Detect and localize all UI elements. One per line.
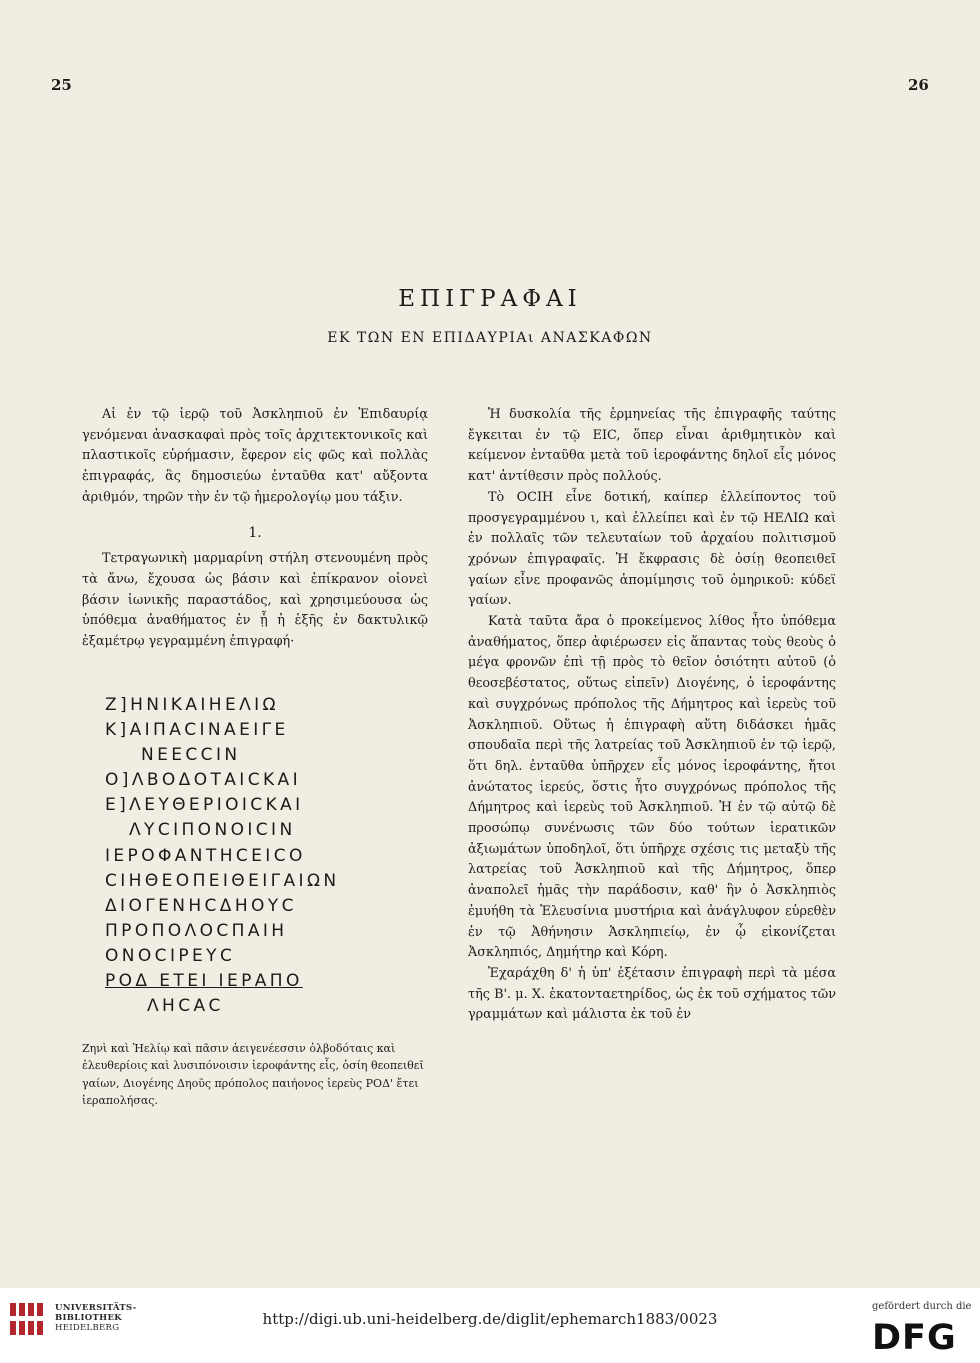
page-number-right: 26 — [908, 76, 929, 94]
inscription-line: ΠΡΟΠΟΛΟCΠΑΙΗ — [105, 920, 288, 941]
dfg-logo-icon: DFG — [872, 1318, 957, 1358]
source-url-link[interactable]: http://digi.ub.uni-heidelberg.de/diglit/ephemarch1883/0023 — [262, 1310, 718, 1328]
left-column — [82, 405, 428, 653]
page-number-left: 25 — [51, 76, 72, 94]
funded-by-label: gefördert durch die — [872, 1301, 972, 1312]
library-name-line: UNIVERSITÄTS- — [55, 1303, 137, 1313]
inscription-line: Ο]ΛΒΟΔΟΤΑΙCΚΑΙ — [105, 770, 301, 791]
inscription-line: ΛΗCΑC — [147, 996, 224, 1017]
page-title: ΕΠΙΓΡΑΦΑΙ — [398, 286, 582, 312]
intro-paragraph: Αἱ ἐν τῷ ἱερῷ τοῦ Ἀσκληπιοῦ ἐν Ἐπιδαυρίᾳ γενόμεναι ἀνασκαφαὶ πρὸς τοῖς ἀρχιτεκτονικοῖς καὶ πλαστικοῖς εὑρήμασιν, ἔφερον εἰς φῶς καὶ πολλὰς ἐπιγραφάς, ἃς δημοσιεύω ἐνταῦθα κατ' αὔξοντα ἀριθμόν, τηρῶν τὴν ἐν τῷ ἡμερολογίῳ μου τάξιν. — [82, 407, 428, 505]
transcription-text: Ζηνὶ καὶ Ἠελίῳ καὶ πᾶσιν ἀειγενέεσσιν ὀλβοδόταις καὶ ἐλευθερίοις καὶ λυσιπόνοισιν ἱεροφάντης εἷς, ὁσίη θεοπειθεῖ γαίων, Διογένης Δηοῦς πρόπολος παιήονος ἱερεὺς ΡΟΔ' ἔτει ἱεραπολήσας. — [82, 1042, 424, 1107]
inscription-number: 1. — [248, 524, 262, 541]
body-paragraph: Ἡ δυσκολία τῆς ἑρμηνείας τῆς ἐπιγραφῆς ταύτης ἔγκειται ἐν τῷ ΕΙC, ὅπερ εἶναι ἀριθμητικὸν καὶ κείμενον ἐνταῦθα μετὰ τοῦ ἱεροφάντης δηλοῖ εἷς μόνος κατ' ἀντίθεσιν πρὸς πολλούς. — [468, 407, 836, 485]
inscription-line: Κ]ΑΙΠΑCΙΝΑΕΙΓΕ — [105, 720, 289, 741]
body-paragraph: Κατὰ ταῦτα ἄρα ὁ προκείμενος λίθος ἦτο ὑπόθεμα ἀναθήματος, ὅπερ ἀφιέρωσεν εἰς ἅπαντας τοὺς θεοὺς ὁ μέγα φρονῶν ἐπὶ τῇ πρὸς τὸ θεῖον ὁσιότητι αὐτοῦ (ὁ θεοσεβέστατος, οὕτως εἰπεῖν) Διογένης, ὁ ἱεροφάντης καὶ συγχρόνως πρόπολος τῆς Δήμητρος καὶ ἱερεὺς τοῦ Ἀσκληπιοῦ. Οὕτως ἡ ἐπιγραφὴ αὕτη διδάσκει ἡμᾶς σπουδαῖα περὶ τῆς λατρείας τοῦ Ἀσκληπιοῦ ἐν τῷ ἱερῷ, ὅτι δηλ. ἐνταῦθα ὑπῆρχεν εἷς μόνος ἱεροφάντης, ἤτοι ἀνώτατος ἱερεύς, ὅστις ἦτο συγχρόνως πρόπολος τῆς Δήμητρος καὶ ἱερεὺς τοῦ Ἀσκληπιοῦ. Ἡ ἐν τῷ αὐτῷ δὲ προσώπῳ συνένωσις τῶν δύο τούτων ἱερατικῶν ἀξιωμάτων ὑποδηλοῖ, ὅτι ὑπῆρχε σχέσις τις μεταξὺ τῆς λατρείας τοῦ Ἀσκληπιοῦ καὶ τῆς Δήμητρος, ὅπερ ἀναπολεῖ ἡμᾶς τὴν παράδοσιν, καθ' ἣν ὁ Ἀσκληπιὸς ἐμυήθη τὰ Ἐλευσίνια μυστήρια καὶ ἀνάγλυφον εὑρεθὲν ἐν τῷ Ἀθήνησιν Ἀσκληπιείῳ, ἐν ᾧ εἰκονίζεται Ἀσκληπιός, Δημήτηρ καὶ Κόρη. — [468, 614, 836, 961]
inscription-line: CΙΗΘΕΟΠΕΙΘΕΙΓΑΙΩΝ — [105, 870, 340, 891]
inscription-line: ΡΟΔ ΕΤΕΙ ΙΕΡΑΠΟ — [105, 971, 303, 992]
inscription-line: ΙΕΡΟΦΑΝΤΗCΕΙCΟ — [105, 845, 306, 866]
inscription-line: ΛΥCΙΠΟΝΟΙCΙΝ — [129, 820, 296, 841]
body-paragraph: Ἐχαράχθη δ' ἡ ὑπ' ἐξέτασιν ἐπιγραφὴ περὶ τὰ μέσα τῆς Β'. μ. Χ. ἑκατονταετηρίδος, ὡς ἐκ τοῦ σχήματος τῶν γραμμάτων καὶ μάλιστα ἐκ τοῦ ἐν — [468, 965, 836, 1023]
inscription-line: ΝΕΕCCΙΝ — [141, 745, 241, 766]
inscription-text — [105, 693, 339, 1019]
inscription-description: Τετραγωνικὴ μαρμαρίνη στήλη στενουμένη πρὸς τὰ ἄνω, ἔχουσα ὡς βάσιν καὶ ἐπίκρανον οἱονεὶ βάσιν ἰωνικῆς παραστάδος, καὶ χρησιμεύουσα ὡς ὑπόθεμα ἀναθήματος ἐν ᾗ ἡ ἑξῆς ἐν δακτυλικῷ ἑξαμέτρῳ γεγραμμένη ἐπιγραφή· — [82, 551, 428, 650]
transcription — [82, 1040, 428, 1109]
inscription-line: ΟΝΟCΙΡΕΥC — [105, 945, 236, 966]
library-name-line: BIBLIOTHEK — [55, 1313, 122, 1323]
inscription-line: ΔΙΟΓΕΝΗCΔΗΟΥC — [105, 895, 297, 916]
inscription-line: Ζ]ΗΝΙΚΑΙΗΕΛΙΩ — [105, 695, 279, 715]
body-paragraph: Τὸ ΟCΙΗ εἶνε δοτική, καίπερ ἐλλείποντος τοῦ προσγεγραμμένου ι, καὶ ἐλλείπει καὶ ἐν τῷ ΗΕΛΙΩ καὶ ἐν πολλαῖς τῶν τελευταίων τοῦ ἀρχαίου πολιτισμοῦ χρόνων ἐπιγραφαῖς. Ἡ ἔκφρασις δὲ ὁσίῃ θεοπειθεῖ γαίων εἶνε προφανῶς ἀπομίμησις τοῦ ὁμηρικοῦ: κύδεϊ γαίων. — [468, 489, 836, 609]
inscription-line: Ε]ΛΕΥΘΕΡΙΟΙCΚΑΙ — [105, 795, 304, 816]
right-column — [468, 405, 836, 1026]
library-name-line: HEIDELBERG — [55, 1323, 120, 1333]
page-subtitle: ΕΚ ΤΩΝ ΕΝ ΕΠΙΔΑΥΡΙΑι ΑΝΑΣΚΑΦΩΝ — [327, 330, 653, 346]
